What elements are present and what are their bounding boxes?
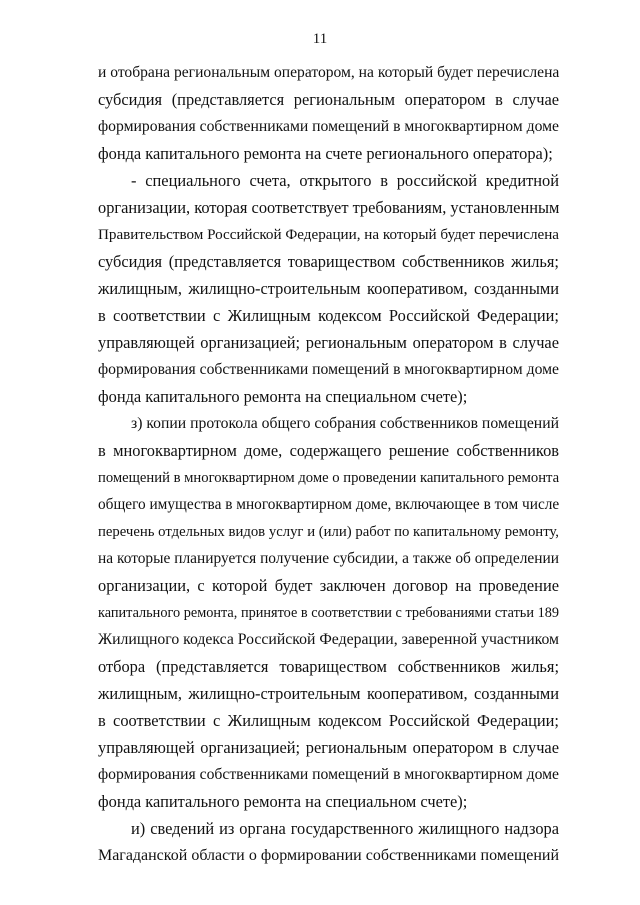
text-line: Жилищного кодекса Российской Федерации, заверенной участником <box>98 631 560 648</box>
text-line: на которые планируется получение субсидии, а также об определении <box>98 550 559 567</box>
text-line: формирования собственниками помещений в многоквартирном доме <box>98 118 560 135</box>
text-line: капитального ремонта, принятое в соответствии с требованиями статьи 189 <box>98 605 559 621</box>
text-line: перечень отдельных видов услуг и (или) работ по капитальному ремонту, <box>98 524 559 540</box>
text-line: фонда капитального ремонта на специальном счете); <box>98 792 468 811</box>
text-line: Магаданской области о формировании собственниками помещений <box>98 847 559 864</box>
text-line: и) сведений из органа государственного жилищного надзора <box>131 819 559 838</box>
text-line: в соответствии с Жилищным кодексом Российской Федерации; <box>98 306 559 325</box>
text-line: организации, с которой будет заключен договор на проведение <box>98 576 559 595</box>
text-line: в многоквартирном доме, содержащего решение собственников <box>98 441 559 460</box>
text-line: организации, которая соответствует требованиям, установленным <box>98 198 560 217</box>
text-line: з) копии протокола общего собрания собственников помещений <box>131 415 559 432</box>
text-line: формирования собственниками помещений в многоквартирном доме <box>98 766 560 783</box>
text-line: отбора (представляется товариществом собственников жилья; <box>98 657 559 676</box>
text-line: жилищным, жилищно-строительным кооперативом, созданными <box>98 684 559 703</box>
text-line: субсидия (представляется товариществом собственников жилья; <box>98 252 559 271</box>
text-line: управляющей организацией; региональным оператором в случае <box>98 333 559 352</box>
text-line: общего имущества в многоквартирном доме, включающее в том числе <box>98 496 560 513</box>
text-line: фонда капитального ремонта на специальном счете); <box>98 387 468 406</box>
text-line: Правительством Российской Федерации, на который будет перечислена <box>98 227 559 243</box>
text-line: в соответствии с Жилищным кодексом Российской Федерации; <box>98 711 559 730</box>
text-line: жилищным, жилищно-строительным кооперативом, созданными <box>98 279 559 298</box>
page-number: 11 <box>312 31 328 47</box>
text-line: формирования собственниками помещений в многоквартирном доме <box>98 361 560 378</box>
text-line: помещений в многоквартирном доме о проведении капитального ремонта <box>98 470 560 486</box>
text-line: и отобрана региональным оператором, на который будет перечислена <box>98 64 560 81</box>
text-line: - специального счета, открытого в российской кредитной <box>131 171 559 190</box>
text-line: фонда капитального ремонта на счете регионального оператора); <box>98 144 553 163</box>
text-line: субсидия (представляется региональным оператором в случае <box>98 90 559 109</box>
text-line: управляющей организацией; региональным оператором в случае <box>98 738 559 757</box>
